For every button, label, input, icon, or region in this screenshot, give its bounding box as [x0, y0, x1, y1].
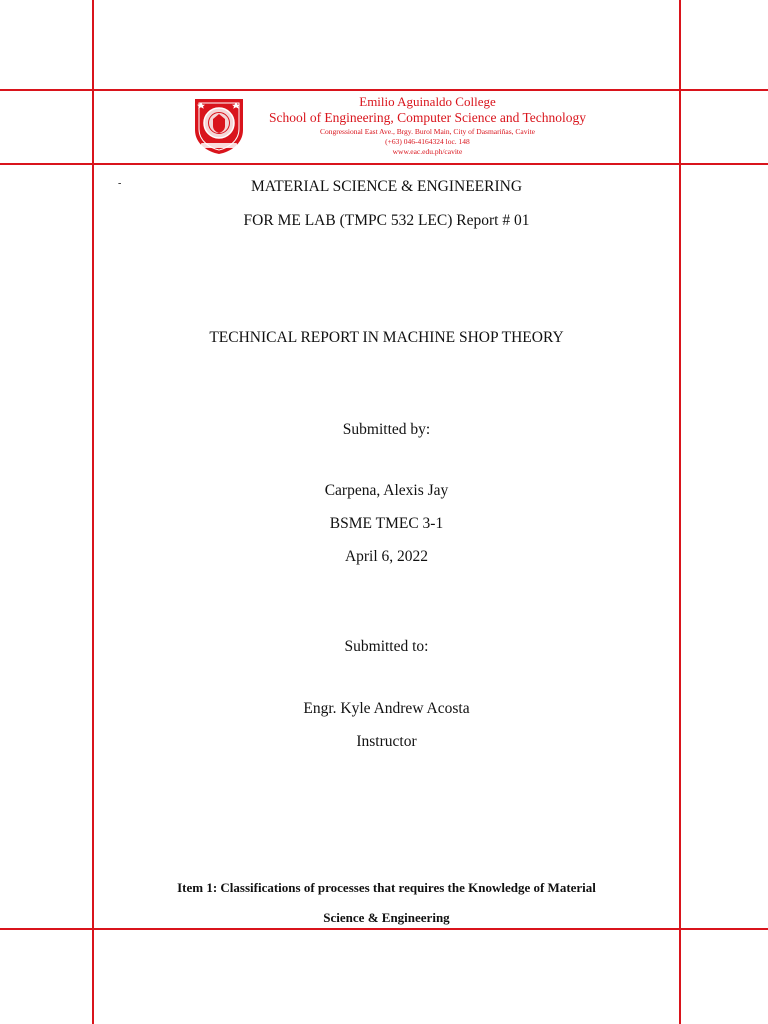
header-divider [0, 163, 768, 165]
instructor-name: Engr. Kyle Andrew Acosta [303, 700, 470, 717]
instructor-role: Instructor [356, 733, 417, 750]
margin-guide-right [679, 0, 681, 1024]
course-title-line-2: FOR ME LAB (TMPC 532 LEC) Report # 01 [243, 212, 530, 229]
item-heading-line-2: Science & Engineering [323, 910, 450, 925]
college-website: www.eac.edu.ph/cavite [392, 147, 463, 156]
margin-guide-bottom [0, 928, 768, 930]
submission-date: April 6, 2022 [344, 548, 429, 565]
submitted-to-label: Submitted to: [344, 638, 429, 655]
college-phone: (+63) 046-4164324 loc. 148 [385, 137, 470, 146]
submitted-by-label: Submitted by: [342, 421, 431, 438]
margin-guide-top [0, 89, 768, 91]
student-name: Carpena, Alexis Jay [324, 482, 449, 499]
margin-guide-left [92, 0, 94, 1024]
item-heading-line-1: Item 1: Classifications of processes that requires the Knowledge of Material [177, 880, 596, 895]
stray-marker: - [118, 178, 122, 189]
college-seal-icon [192, 96, 246, 156]
student-section: BSME TMEC 3-1 [329, 515, 444, 532]
school-name: School of Engineering, Computer Science and Technology [268, 110, 587, 125]
college-address: Congressional East Ave., Brgy. Burol Main, City of Dasmariñas, Cavite [319, 127, 536, 136]
course-title-line-1: MATERIAL SCIENCE & ENGINEERING [250, 178, 523, 195]
college-name: Emilio Aguinaldo College [359, 94, 496, 109]
report-title: TECHNICAL REPORT IN MACHINE SHOP THEORY [209, 329, 564, 346]
